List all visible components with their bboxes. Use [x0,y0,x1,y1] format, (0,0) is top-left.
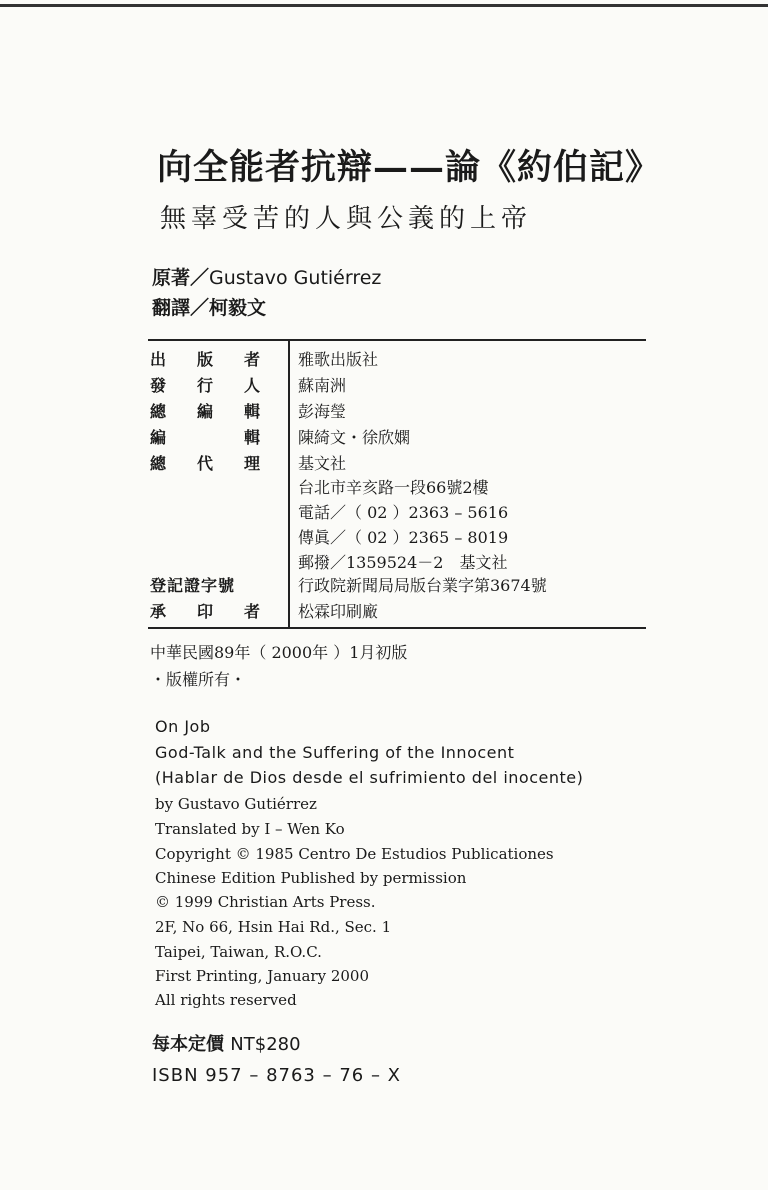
colophon-bottom-rule [148,627,646,629]
colophon-divider [288,339,290,628]
english-translator: Translated by I – Wen Ko [155,820,345,838]
issuer-value: 蘇南洲 [298,376,347,395]
original-title: (Hablar de Dios desde el sufrimiento del inocente) [155,768,584,787]
translator-name: 柯毅文 [209,297,267,319]
price-line [152,1030,301,1056]
rights-cn: ・版權所有・ [150,670,247,689]
rights-en: All rights reserved [155,991,297,1009]
registration-label: 登記證字號 [150,576,236,595]
english-author: by Gustavo Gutiérrez [155,795,317,813]
address-line-2: Taipei, Taiwan, R.O.C. [155,943,322,961]
author-name: Gustavo Gutiérrez [209,267,382,289]
author-credit [152,263,381,290]
copyright-line-2: © 1999 Christian Arts Press. [155,893,376,911]
agent-fax: 傳眞／（ 02 ）2365 – 8019 [298,528,509,547]
address-line-1: 2F, No 66, Hsin Hai Rd., Sec. 1 [155,918,392,936]
edition-line: 中華民國89年（ 2000年 ）1月初版 [150,643,408,662]
publisher-value: 雅歌出版社 [298,350,379,369]
printing-line: First Printing, January 2000 [155,967,370,985]
translator-label: 翻譯／ [152,297,210,319]
top-border-rule [0,4,768,7]
editor-value: 陳綺文・徐欣嫻 [298,428,411,447]
price-value: NT$280 [230,1034,301,1055]
agent-value: 基文社 [298,454,347,473]
printer-value: 松霖印刷廠 [298,602,379,621]
english-subtitle: God-Talk and the Suffering of the Innocent [155,743,515,762]
editor-label: 編 輯 [150,428,260,447]
colophon-top-rule [148,339,646,341]
edition-permission: Chinese Edition Published by permission [155,869,467,887]
issuer-label: 發 行 人 [150,376,260,395]
publisher-label: 出 版 者 [150,350,260,369]
author-label: 原著／ [152,267,210,289]
isbn: ISBN 957 – 8763 – 76 – X [152,1065,401,1086]
english-title: On Job [155,717,211,736]
book-subtitle: 無辜受苦的人與公義的上帝 [160,204,533,234]
agent-address: 台北市辛亥路一段66號2樓 [298,478,489,497]
copyright-line: Copyright © 1985 Centro De Estudios Publicationes [155,845,554,863]
printer-label: 承 印 者 [150,602,260,621]
translator-credit [152,293,266,320]
agent-postal: 郵撥／1359524－2 基文社 [298,553,508,572]
price-label: 每本定價 [152,1034,224,1055]
registration-value: 行政院新聞局局版台業字第3674號 [298,576,547,595]
agent-phone: 電話／（ 02 ）2363 – 5616 [298,503,509,522]
book-title: 向全能者抗辯——論《約伯記》 [157,147,662,188]
agent-label: 總 代 理 [150,454,260,473]
chief-editor-value: 彭海瑩 [298,402,347,421]
chief-editor-label: 總 編 輯 [150,402,260,421]
